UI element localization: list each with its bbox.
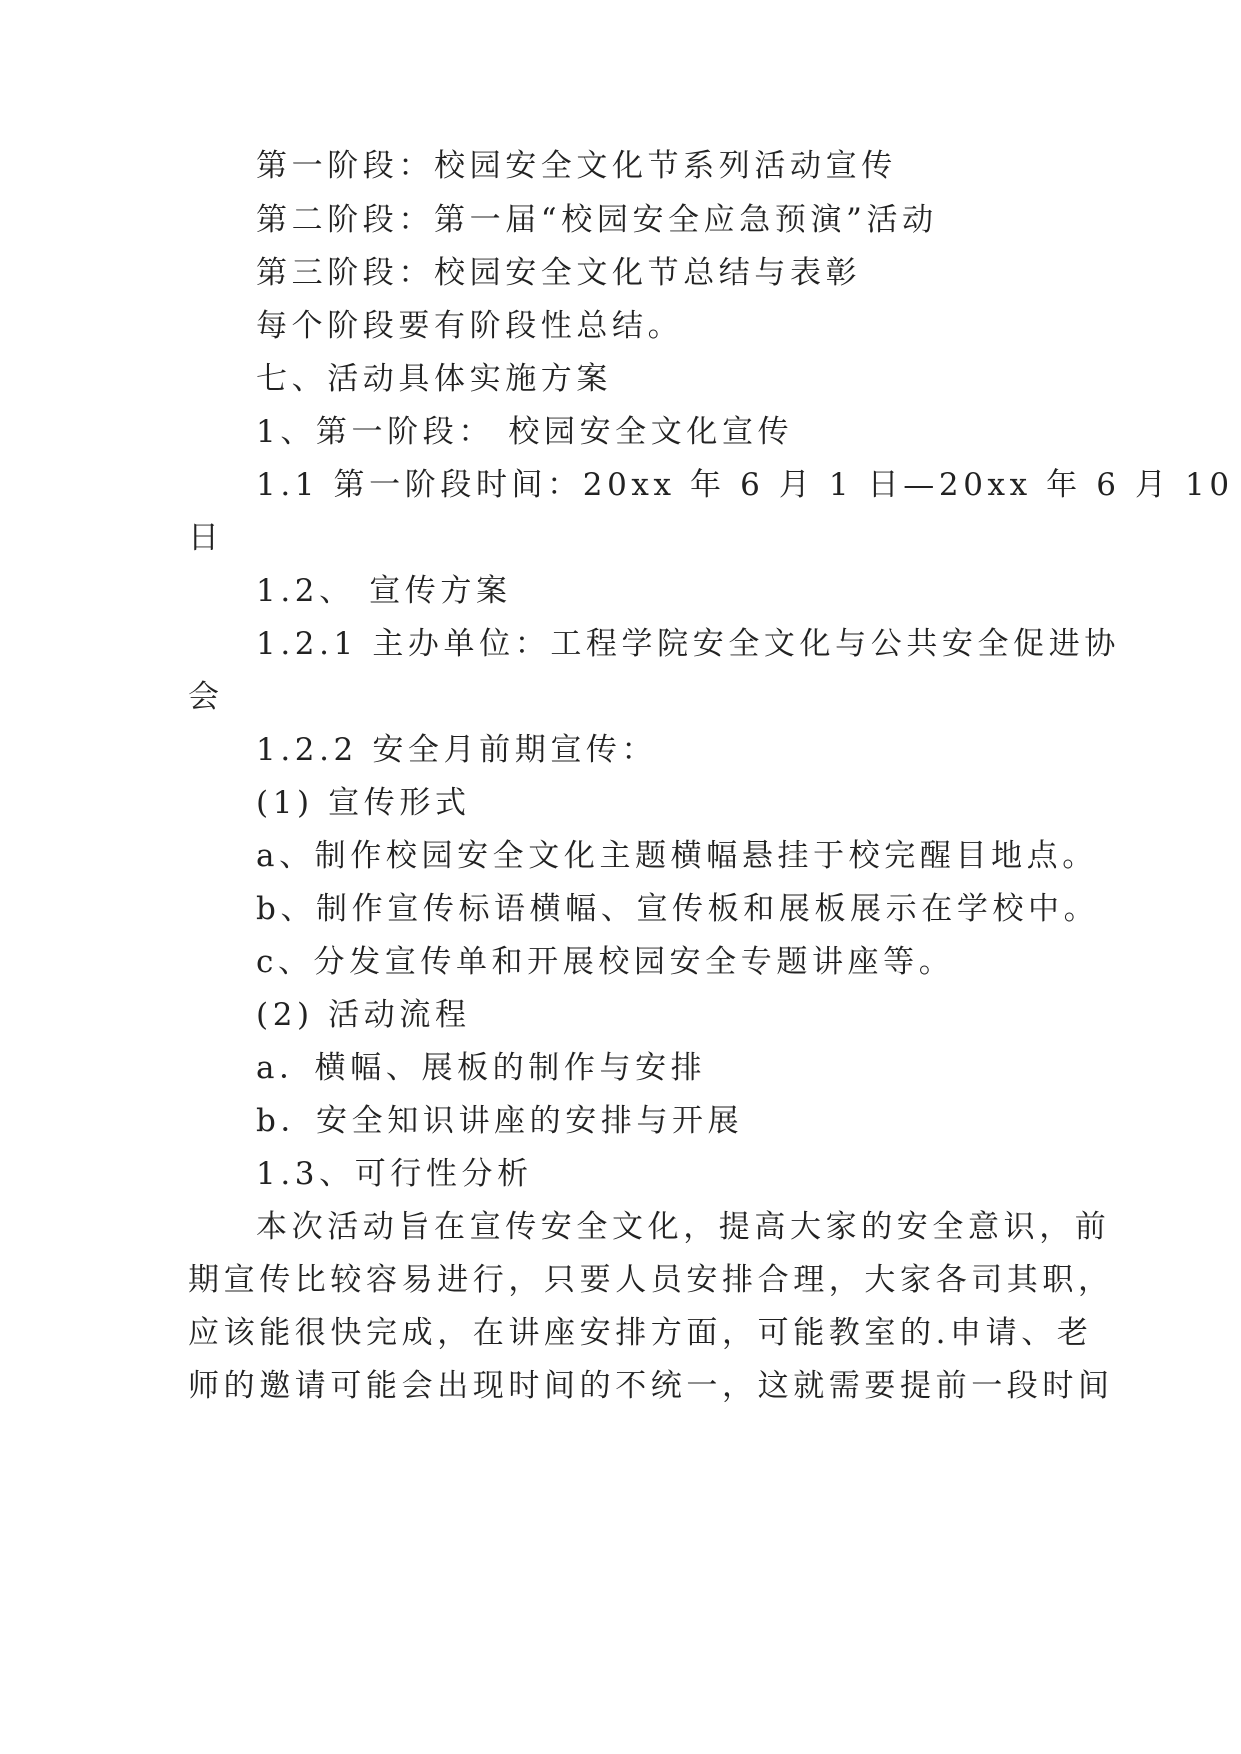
list-item: b．安全知识讲座的安排与开展 [256,1103,744,1139]
list-item: c、分发宣传单和开展校园安全专题讲座等。 [256,944,955,980]
subsection-heading: 1.2.2 安全月前期宣传： [256,732,658,768]
list-item: a、制作校园安全文化主题横幅悬挂于校完醒目地点。 [256,838,1098,874]
organizer-line-continued: 会 [188,679,224,715]
time-line: 1.1 第一阶段时间：20xx 年 6 月 1 日—20xx 年 6 月 10 [256,467,1234,503]
list-heading: (1) 宣传形式 [256,785,471,821]
stage-three-line: 第三阶段：校园安全文化节总结与表彰 [256,255,862,291]
stage-one-line: 第一阶段：校园安全文化节系列活动宣传 [256,148,897,184]
subsection-heading: 1.3、可行性分析 [256,1156,533,1192]
list-item: a．横幅、展板的制作与安排 [256,1050,707,1086]
paragraph-line: 应该能很快完成，在讲座安排方面，可能教室的.申请、老 [188,1315,1093,1351]
time-line-continued: 日 [188,520,224,556]
list-item: b、制作宣传标语横幅、宣传板和展板展示在学校中。 [256,891,1100,927]
stage-two-line: 第二阶段：第一届“校园安全应急预演”活动 [256,202,938,238]
organizer-line: 1.2.1 主办单位：工程学院安全文化与公共安全促进协 [256,626,1120,662]
stage-summary-line: 每个阶段要有阶段性总结。 [256,308,684,344]
paragraph-line: 本次活动旨在宣传安全文化，提高大家的安全意识，前 [256,1209,1111,1245]
subsection-heading: 1.2、 宣传方案 [256,573,512,609]
list-heading: (2) 活动流程 [256,997,471,1033]
paragraph-line: 师的邀请可能会出现时间的不统一，这就需要提前一段时间 [188,1368,1114,1404]
paragraph-line: 期宣传比较容易进行，只要人员安排合理，大家各司其职， [188,1262,1114,1298]
section-heading: 七、活动具体实施方案 [256,361,612,397]
subsection-heading: 1、第一阶段： 校园安全文化宣传 [256,414,794,450]
